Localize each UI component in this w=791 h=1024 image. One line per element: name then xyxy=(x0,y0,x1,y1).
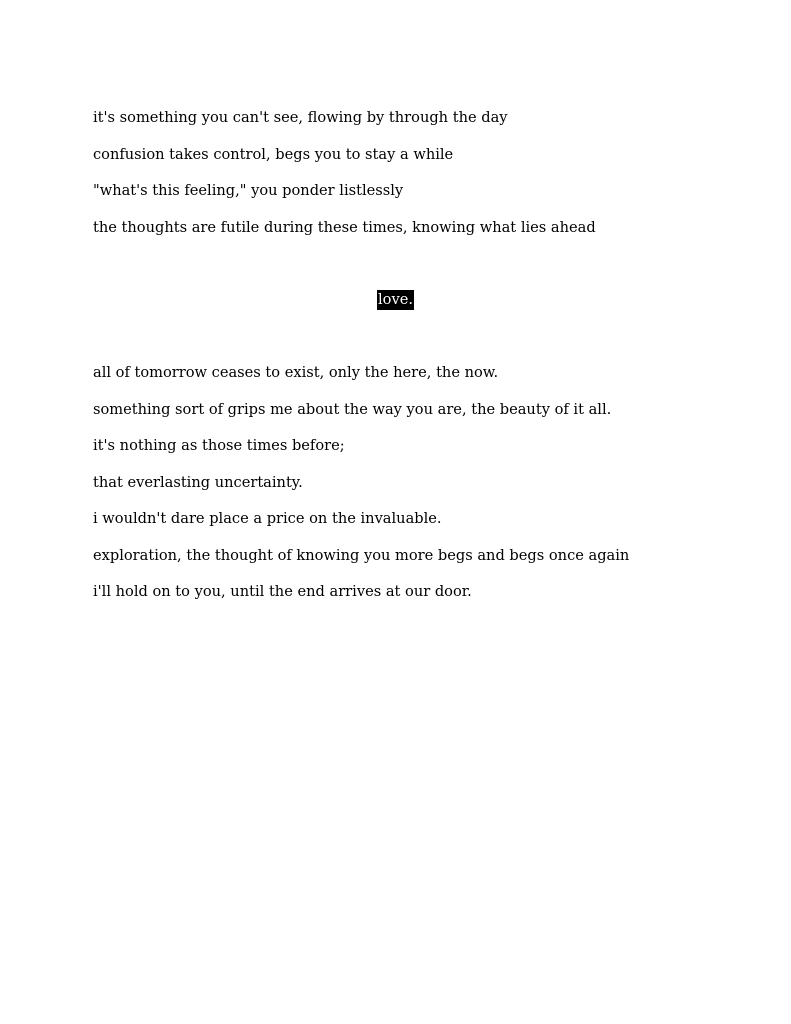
poem-line: that everlasting uncertainty. xyxy=(93,474,303,491)
poem-line: exploration, the thought of knowing you more begs and begs once again xyxy=(93,547,630,564)
poem-line: i wouldn't dare place a price on the invaluable. xyxy=(93,510,442,527)
poem-line: it's something you can't see, flowing by through the day xyxy=(93,109,508,126)
centerpiece-container xyxy=(0,290,791,310)
poem-line: confusion takes control, begs you to stay a while xyxy=(93,146,454,163)
poem-line: the thoughts are futile during these times, knowing what lies ahead xyxy=(93,219,596,236)
poem-line: it's nothing as those times before; xyxy=(93,437,345,454)
poem-line: "what's this feeling," you ponder listlessly xyxy=(93,182,404,199)
poem-line: something sort of grips me about the way you are, the beauty of it all. xyxy=(93,401,612,418)
poem-line: i'll hold on to you, until the end arrives at our door. xyxy=(93,583,472,600)
highlighted-word: love. xyxy=(378,291,413,308)
poem-line: all of tomorrow ceases to exist, only the here, the now. xyxy=(93,364,499,381)
